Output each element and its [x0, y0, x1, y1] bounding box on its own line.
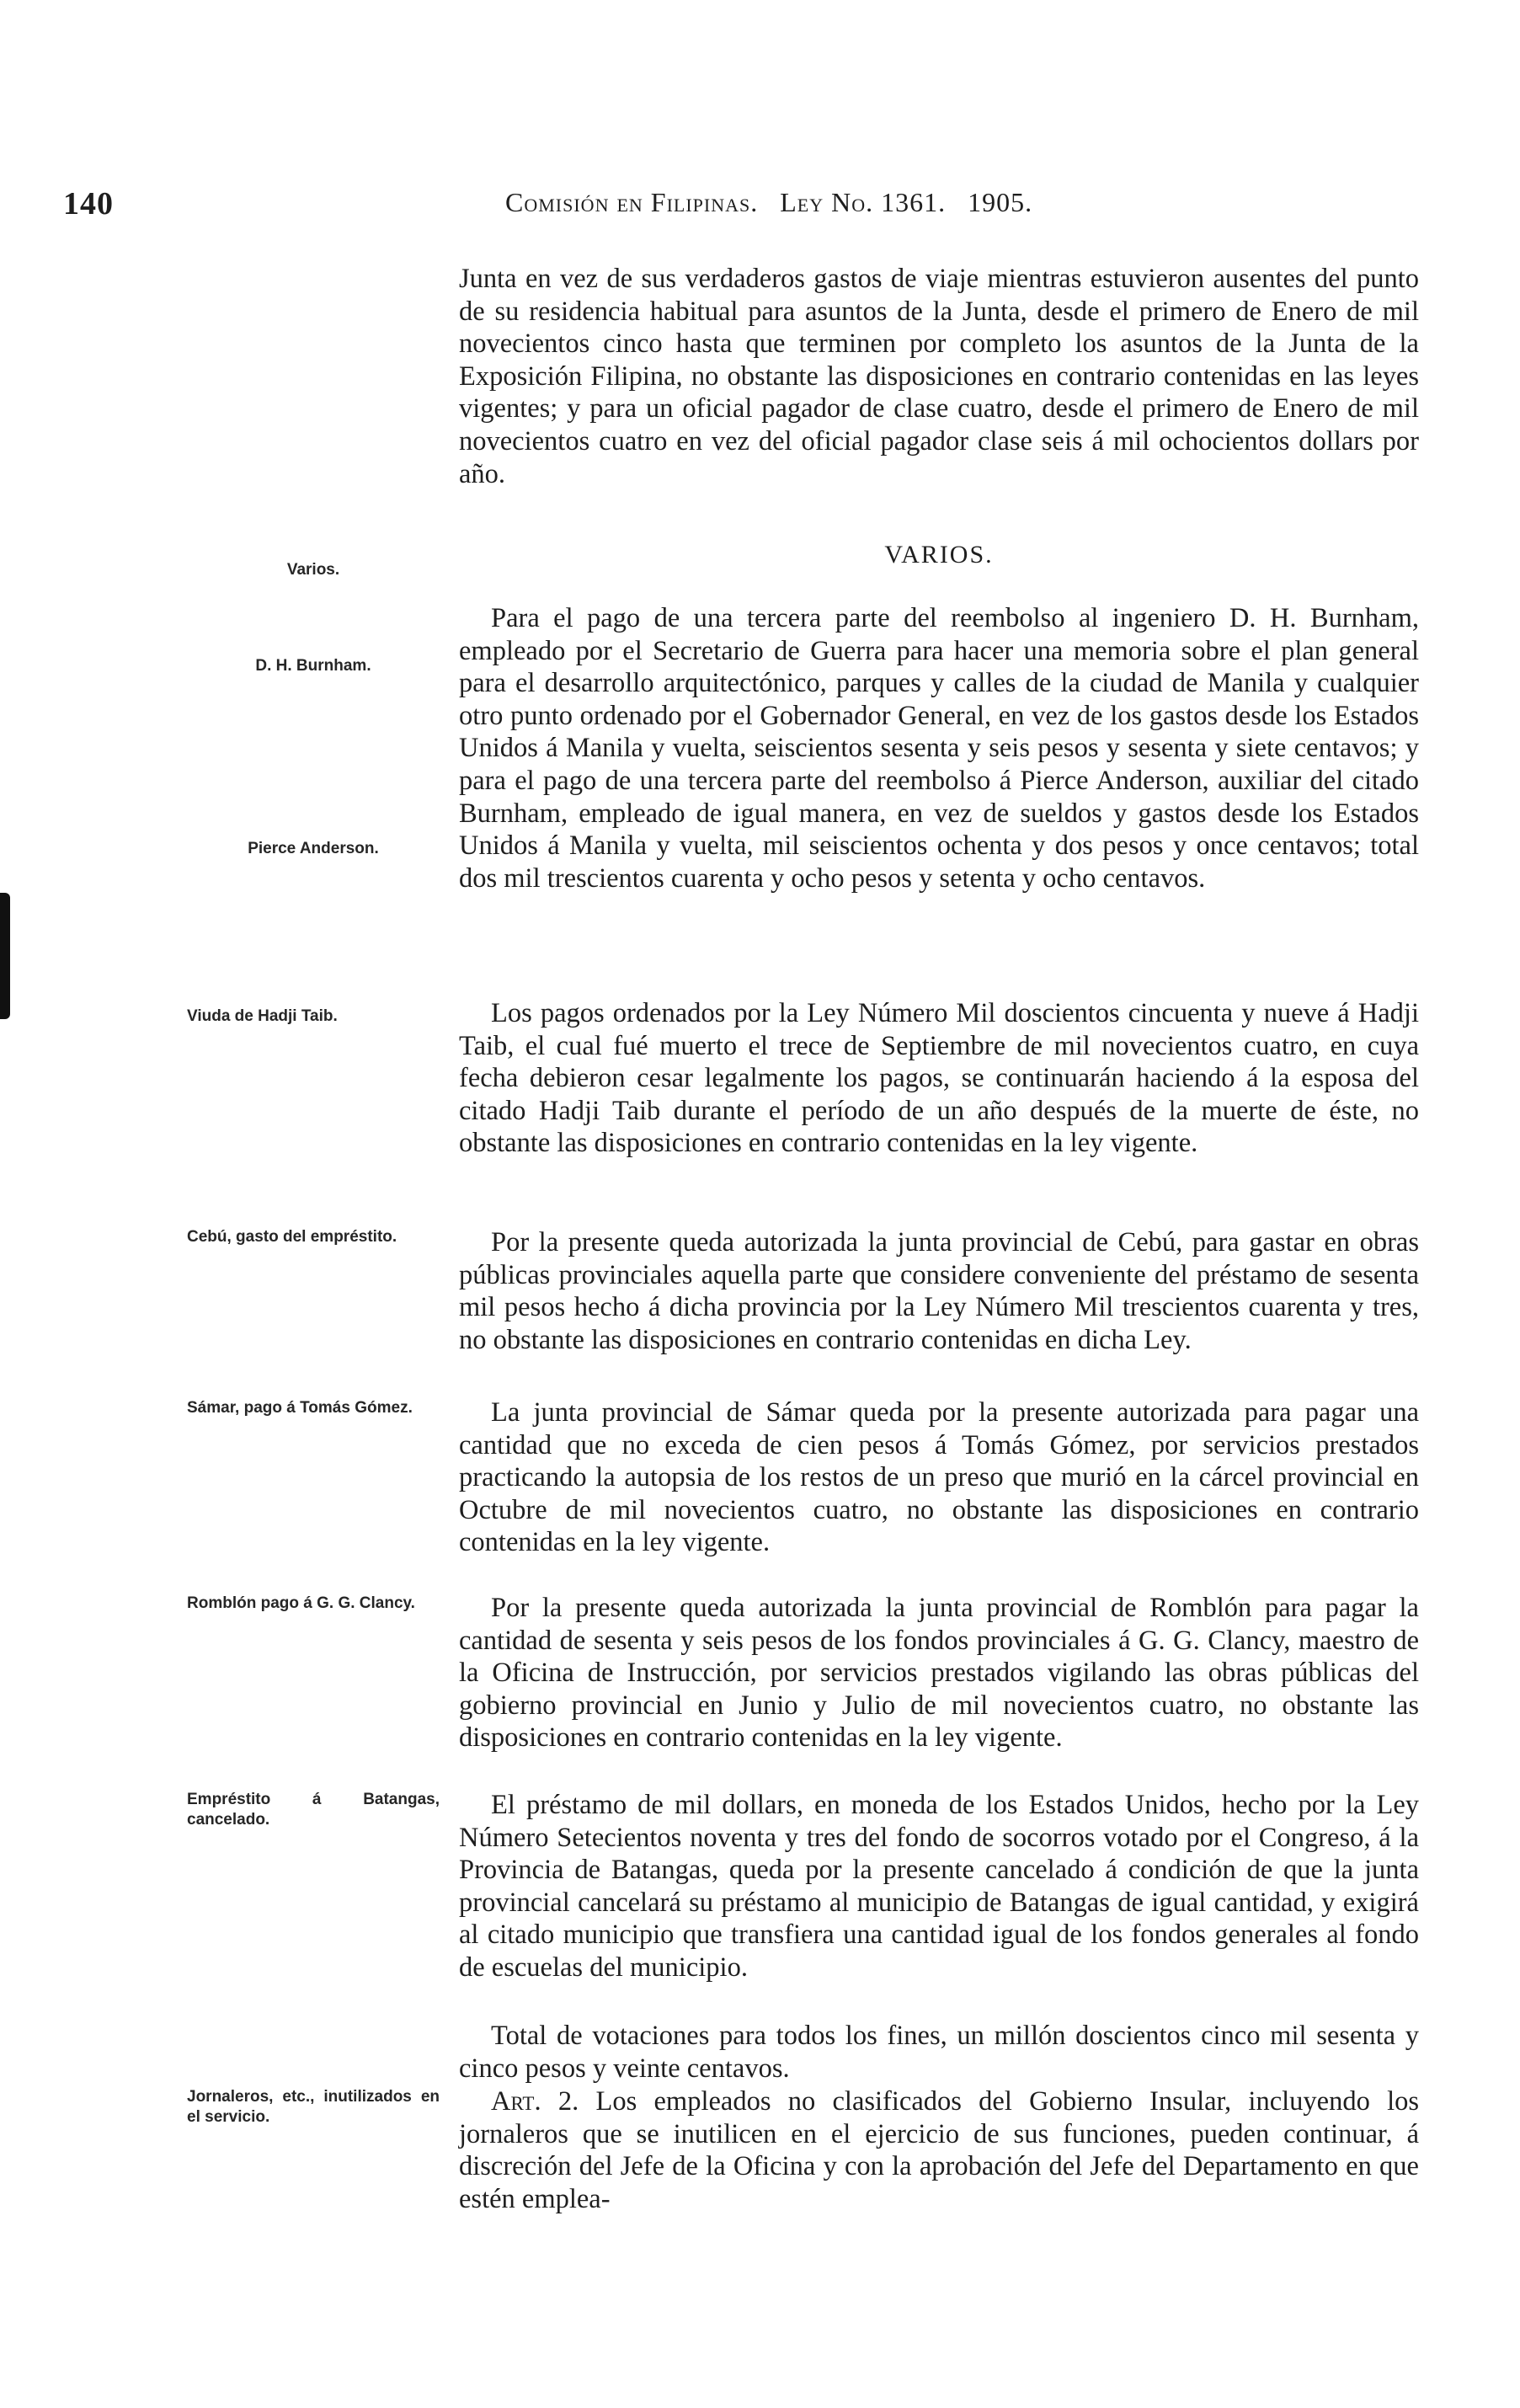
- paragraph-text: Los pagos ordenados por la Ley Número Mil doscientos cincuenta y nueve á Hadji Taib, el cual fué muerto el trece de Septiembre de mil novecientos cuatro, en cuya fecha debieron cesar legalmente los pagos, se continuarán haciendo á la esposa del citado Hadji Taib durante el período de un año después de la muerte de éste, no obstante las disposiciones en contrario contenidas en la ley vigente.: [459, 998, 1419, 1159]
- paragraph-batangas: [459, 1789, 1419, 1984]
- margin-note-romblon: Romblón pago á G. G. Clancy.: [187, 1594, 415, 1612]
- running-head: [505, 187, 1032, 218]
- section-heading-varios: VARIOS.: [884, 541, 994, 569]
- margin-note-cebu: Cebú, gasto del empréstito.: [187, 1228, 397, 1246]
- margin-note-burnham: D. H. Burnham.: [255, 657, 371, 675]
- paragraph-total: [459, 2020, 1419, 2085]
- paragraph-burnham: [459, 602, 1419, 894]
- running-head-commission: Comisión en Filipinas.: [505, 187, 759, 217]
- paragraph-romblon: [459, 1592, 1419, 1754]
- paragraph-text: [459, 2085, 1419, 2215]
- running-head-year: 1905.: [968, 187, 1033, 217]
- paragraph-cebu: [459, 1226, 1419, 1356]
- paragraph-samar: [459, 1396, 1419, 1559]
- margin-note-jornaleros: Jornaleros, etc., inutilizados en el servicio.: [187, 2088, 440, 2126]
- paragraph-article-2: [459, 2085, 1419, 2215]
- paragraph-junta-continuation: [459, 263, 1419, 490]
- paragraph-text: Total de votaciones para todos los fines, un millón doscientos cinco mil sesenta y cinco pesos y veinte centavos.: [459, 2021, 1419, 2084]
- paragraph-hadji-taib: [459, 997, 1419, 1160]
- margin-note-varios: Varios.: [286, 561, 340, 579]
- margin-note-samar: Sámar, pago á Tomás Gómez.: [187, 1399, 413, 1417]
- page-number: 140: [63, 186, 114, 222]
- paragraph-text: Por la presente queda autorizada la junta provincial de Romblón para pagar la cantidad de sesenta y seis pesos de los fondos provinciales á G. G. Clancy, maestro de la Oficina de Instrucción, por servicios prestados vigilando las obras públicas del gobierno provincial en Junio y Julio de mil novecientos cuatro, no obstante las disposiciones en contrario contenidas en la ley vigente.: [459, 1593, 1419, 1754]
- paragraph-text: Junta en vez de sus verdaderos gastos de viaje mientras estuvieron ausentes del punto de su residencia habitual para asuntos de la Junta, desde el primero de Enero de mil novecientos cinco hasta que terminen por completo los asuntos de la Junta de la Exposición Filipina, no obstante las disposiciones en contrario contenidas en las leyes vigentes; y para un oficial pagador de clase cuatro, desde el primero de Enero de mil novecientos cuatro en vez del oficial pagador clase seis á mil ochocientos dollars por año.: [459, 264, 1419, 489]
- article-label: Art. 2.: [491, 2086, 579, 2117]
- running-head-law: Ley No. 1361.: [780, 187, 947, 217]
- article-text: Los empleados no clasificados del Gobierno Insular, incluyendo los jornaleros que se inutilicen en el ejercicio de sus funciones, pueden continuar, á discreción del Jefe de la Oficina y con la aprobación del Jefe del Departamento en que estén emplea-: [459, 2086, 1420, 2214]
- margin-note-batangas: Empréstito á Batangas, cancelado.: [187, 1791, 440, 1829]
- margin-note-anderson: Pierce Anderson.: [248, 840, 379, 857]
- margin-note-hadji-taib: Viuda de Hadji Taib.: [187, 1007, 338, 1025]
- scan-edge-mark: [0, 893, 10, 1019]
- paragraph-text: La junta provincial de Sámar queda por la presente autorizada para pagar una cantidad que no exceda de cien pesos á Tomás Gómez, por servicios prestados practicando la autopsia de los restos de un preso que murió en la cárcel provincial en Octubre de mil novecientos cuatro, no obstante las disposiciones en contrario contenidas en la ley vigente.: [459, 1397, 1419, 1558]
- paragraph-text: Por la presente queda autorizada la junta provincial de Cebú, para gastar en obras públicas provinciales aquella parte que considere conveniente del préstamo de sesenta mil pesos hecho á dicha provincia por la Ley Número Mil trescientos cuarenta y tres, no obstante las disposiciones en contrario contenidas en dicha Ley.: [459, 1227, 1419, 1355]
- paragraph-text: El préstamo de mil dollars, en moneda de los Estados Unidos, hecho por la Ley Número Setecientos noventa y tres del fondo de socorros votado por el Congreso, á la Provincia de Batangas, queda por la presente cancelado á condición de que la junta provincial cancelará su préstamo al municipio de Batangas de igual cantidad, y exigirá al citado municipio que transfiera una cantidad igual de los fondos generales al fondo de escuelas del municipio.: [459, 1790, 1419, 1983]
- paragraph-text: Para el pago de una tercera parte del reembolso al ingeniero D. H. Burnham, empleado por el Secretario de Guerra para hacer una memoria sobre el plan general para el desarrollo arquitectónico, parques y calles de la ciudad de Manila y cualquier otro punto ordenado por el Gobernador General, en vez de los gastos desde los Estados Unidos á Manila y vuelta, seiscientos sesenta y seis pesos y sesenta y siete centavos; y para el pago de una tercera parte del reembolso á Pierce Anderson, auxiliar del citado Burnham, empleado de igual manera, en vez de sueldos y gastos desde los Estados Unidos á Manila y vuelta, mil seiscientos ochenta y dos pesos y once centavos; total dos mil trescientos cuarenta y ocho pesos y setenta y ocho centavos.: [459, 603, 1419, 894]
